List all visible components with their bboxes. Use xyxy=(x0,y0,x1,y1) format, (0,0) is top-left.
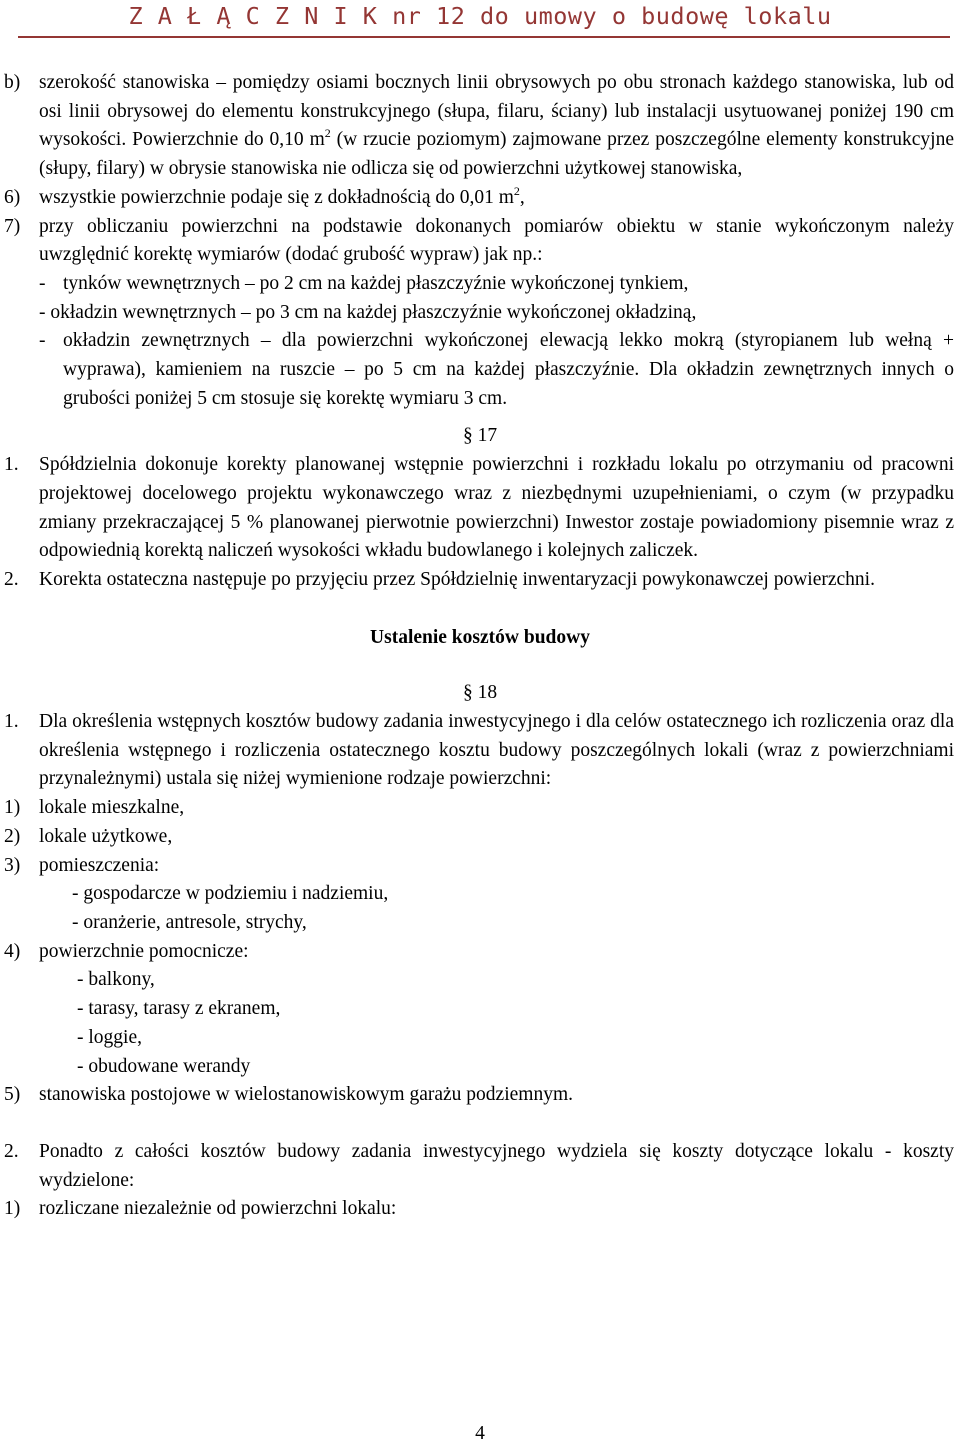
list-label: 5) xyxy=(4,1084,21,1106)
numbered-item xyxy=(0,566,954,595)
list-item-7 xyxy=(0,213,954,270)
list-label: 6) xyxy=(4,186,21,208)
section-title: Ustalenie kosztów budowy xyxy=(370,626,590,648)
sub-list-item: - gospodarcze w podziemiu i nadziemiu, xyxy=(72,883,389,905)
superscript: 2 xyxy=(513,183,520,198)
list-item xyxy=(0,1081,954,1110)
list-label: 1) xyxy=(4,1198,21,1220)
list-text-part2: , xyxy=(519,186,525,208)
item-number: 1. xyxy=(4,711,19,733)
blank-line xyxy=(0,1110,960,1138)
list-label: b) xyxy=(4,72,21,93)
list-label: 1) xyxy=(4,797,21,819)
numbered-item xyxy=(0,451,954,566)
list-text: rozliczane niezależnie od powierzchni lokalu: xyxy=(39,1198,397,1220)
note-text-part2: (w rzucie poziomym) zajmowane przez poszczególne elementy konstrukcyjne (słupy, filary) w obrysie stanowiska nie odlicza się od powierzchni użytkowej stanowiska, xyxy=(39,129,955,180)
list-item xyxy=(0,852,954,881)
dash-text: - okładzin wewnętrznych – po 3 cm na każdej płaszczyźnie wykończonej okładziną, xyxy=(39,301,697,323)
item-text: Ponadto z całości kosztów budowy zadania inwestycyjnego wydziela się koszty dotyczące lokalu - koszty wydzielone: xyxy=(39,1140,954,1191)
dash-text: tynków wewnętrznych – po 2 cm na każdej płaszczyźnie wykończonej tynkiem, xyxy=(63,272,689,294)
sub-list-item: - tarasy, tarasy z ekranem, xyxy=(77,998,281,1020)
dash-mark: - xyxy=(39,330,46,352)
document-body xyxy=(0,69,960,1224)
list-text: szerokość stanowiska – pomiędzy osiami bocznych linii obrysowych po obu stronach każdego stanowiska, lub od osi linii obrysowej do elementu konstrukcyjnego (słupa, filaru, ściany) lub instalacji usytuowanej poniżej 190 cm wysokości. xyxy=(39,72,954,151)
numbered-item xyxy=(0,1138,954,1195)
list-item-b xyxy=(0,69,954,184)
list-text: powierzchnie pomocnicze: xyxy=(39,940,249,962)
numbered-item xyxy=(0,708,954,794)
item-number: 2. xyxy=(4,1140,19,1162)
list-label: 4) xyxy=(4,940,21,962)
list-text: lokale użytkowe, xyxy=(39,825,173,847)
page-number: 4 xyxy=(475,1423,485,1444)
list-text: pomieszczenia: xyxy=(39,854,160,876)
dash-item xyxy=(0,270,954,299)
page-header-title: Z A Ł Ą C Z N I K nr 12 do umowy o budowę lokalu xyxy=(128,2,832,30)
item-text: Korekta ostateczna następuje po przyjęciu przez Spółdzielnię inwentaryzacji powykonawczej powierzchni. xyxy=(39,568,875,590)
list-text: lokale mieszkalne, xyxy=(39,797,185,819)
list-text-part1: wszystkie powierzchnie podaje się z dokładnością do 0,01 m xyxy=(39,186,514,208)
list-item xyxy=(0,794,954,823)
item-text: Dla określenia wstępnych kosztów budowy zadania inwestycyjnego i dla celów ostatecznego ich rozliczenia oraz dla określenia wstępnego i rozliczenia ostatecznego kosztu budowy poszczególnych lokali (wraz z powierzchniami przynależnymi) ustala się niżej wymienione rodzaje powierzchni: xyxy=(39,711,954,790)
list-item xyxy=(0,823,954,852)
list-label: 3) xyxy=(4,854,21,876)
item-number: 2. xyxy=(4,568,19,590)
header-divider xyxy=(18,36,950,38)
list-item xyxy=(0,938,954,967)
note-text-part1: Powierzchnie do 0,10 m xyxy=(132,129,325,151)
list-label: 2) xyxy=(4,825,21,847)
item-number: 1. xyxy=(4,454,19,476)
dash-item xyxy=(0,299,954,328)
sub-list-item: - loggie, xyxy=(77,1026,142,1048)
list-text: stanowiska postojowe w wielostanowiskowym garażu podziemnym. xyxy=(39,1084,573,1106)
dash-mark: - xyxy=(39,272,46,294)
list-item-6 xyxy=(0,184,954,213)
list-text: przy obliczaniu powierzchni na podstawie dokonanych pomiarów obiektu w stanie wykończonym należy uwzględnić korektę wymiarów (dodać grubość wypraw) jak np.: xyxy=(39,215,954,266)
item-text: Spółdzielnia dokonuje korekty planowanej wstępnie powierzchni i rozkładu lokalu po otrzymaniu od pracowni projektowej docelowego projektu wykonawczego wraz z niezbędnymi uzupełnieniami, o czym (w przypadku zmiany przekraczającej 5 % planowanej pierwotnie powierzchni) Inwestor zostaje powiadomiony pisemnie wraz z odpowiednią korektą naliczeń wysokości wkładu budowlanego i kolejnych zaliczek. xyxy=(39,454,954,562)
section-heading-17: § 17 xyxy=(462,425,498,447)
section-heading-18: § 18 xyxy=(462,682,498,704)
dash-text: okładzin zewnętrznych – dla powierzchni wykończonej elewacją lekko mokrą (styropianem lub wełną + wyprawa), kamieniem na ruszcie – po 5 cm na każdej płaszczyźnie. Dla okładzin zewnętrznych innych o grubości poniżej 5 cm stosuje się korektę wymiaru 3 cm. xyxy=(63,330,954,409)
superscript: 2 xyxy=(324,126,331,141)
sub-list-item: - balkony, xyxy=(77,969,155,991)
dash-item xyxy=(0,327,954,413)
list-label: 7) xyxy=(4,215,21,237)
sub-list-item: - obudowane werandy xyxy=(77,1055,251,1077)
sub-list-item: - oranżerie, antresole, strychy, xyxy=(72,911,307,933)
list-item xyxy=(0,1195,954,1224)
